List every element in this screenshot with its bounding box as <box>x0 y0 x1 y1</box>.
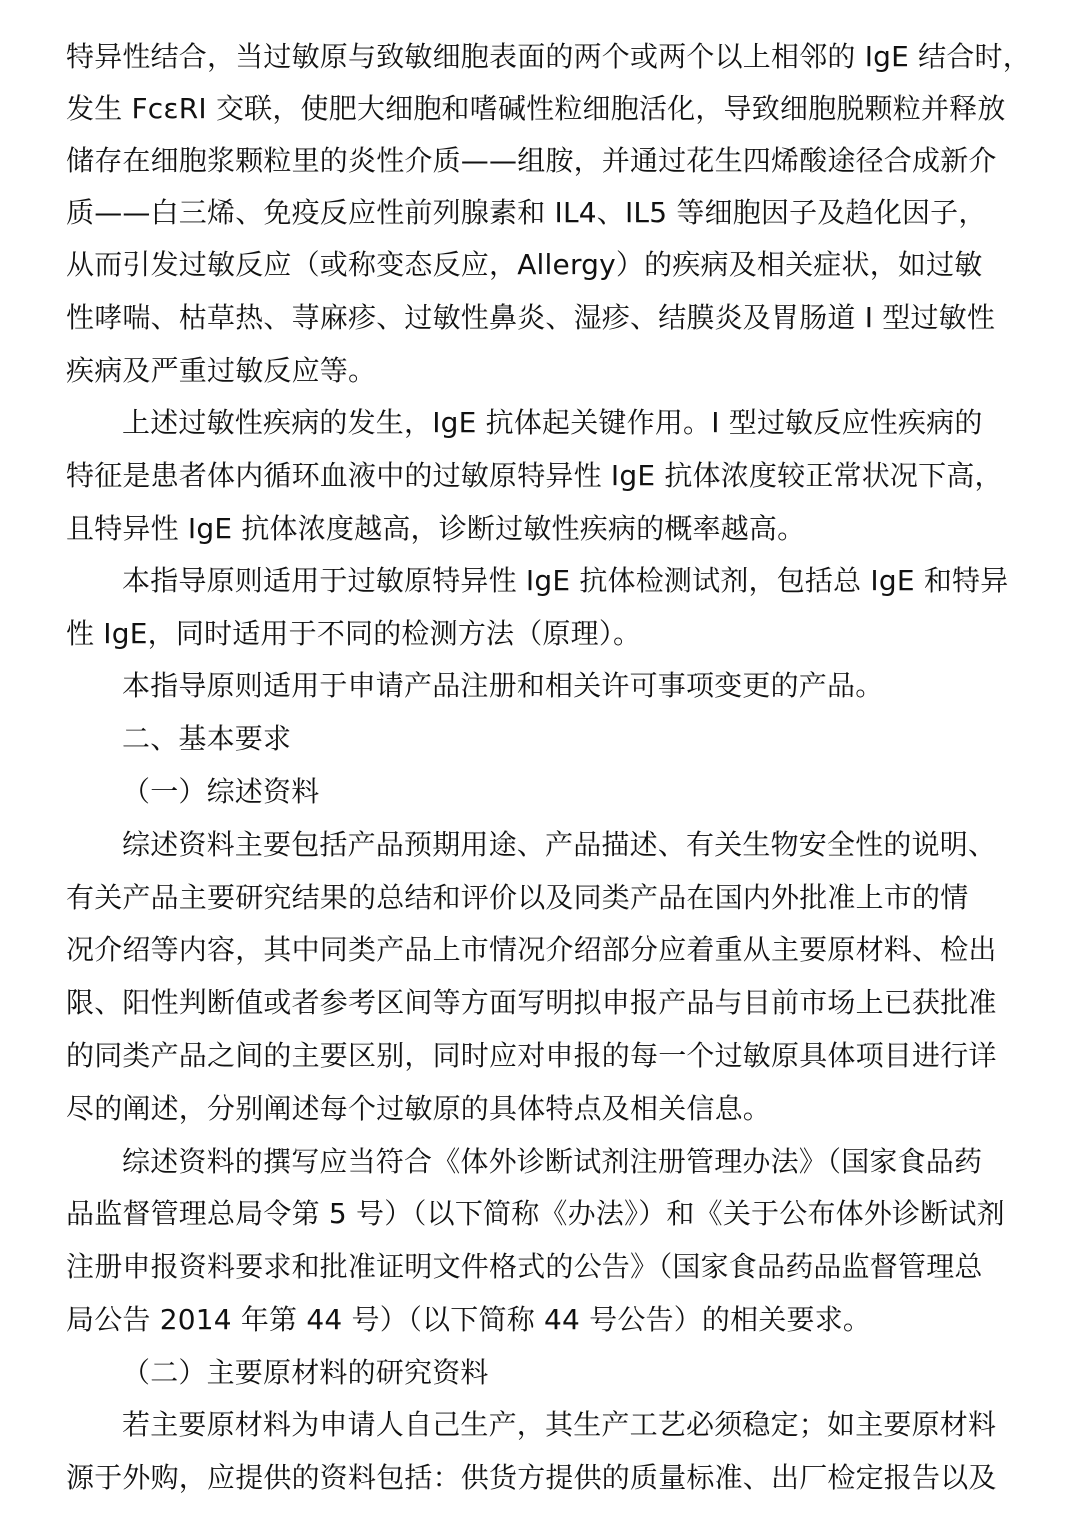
text-line: 疾病及严重过敏反应等。 <box>66 354 377 387</box>
text-line: 从而引发过敏反应（或称变态反应，Allergy）的疾病及相关症状，如过敏 <box>66 248 983 281</box>
text-line: 上述过敏性疾病的发生，IgE 抗体起关键作用。I 型过敏反应性疾病的 <box>122 406 983 439</box>
text-line: 综述资料主要包括产品预期用途、产品描述、有关生物安全性的说明、 <box>122 828 997 861</box>
text-line: 特征是患者体内循环血液中的过敏原特异性 IgE 抗体浓度较正常状况下高， <box>66 459 1003 492</box>
text-line: 本指导原则适用于申请产品注册和相关许可事项变更的产品。 <box>122 669 884 702</box>
text-line: 性 IgE，同时适用于不同的检测方法（原理）。 <box>66 617 642 650</box>
text-line: 质——白三烯、免疫反应性前列腺素和 IL4、IL5 等细胞因子及趋化因子， <box>66 196 987 229</box>
text-line: 限、阳性判断值或者参考区间等方面写明拟申报产品与目前市场上已获批准 <box>66 986 997 1019</box>
text-line: 本指导原则适用于过敏原特异性 IgE 抗体检测试剂，包括总 IgE 和特异 <box>122 564 1009 597</box>
text-line: 品监督管理总局令第 5 号）（以下简称《办法》）和《关于公布体外诊断试剂 <box>66 1197 1005 1230</box>
text-line: 综述资料的撰写应当符合《体外诊断试剂注册管理办法》（国家食品药 <box>122 1145 983 1178</box>
text-line: 性哮喘、枯草热、荨麻疹、过敏性鼻炎、湿疹、结膜炎及胃肠道 I 型过敏性 <box>66 301 996 334</box>
text-line: 且特异性 IgE 抗体浓度越高，诊断过敏性疾病的概率越高。 <box>66 512 806 545</box>
text-line: 注册申报资料要求和批准证明文件格式的公告》（国家食品药品监督管理总 <box>66 1250 983 1283</box>
text-line: 储存在细胞浆颗粒里的炎性介质——组胺，并通过花生四烯酸途径合成新介 <box>66 144 997 177</box>
subsection-heading: （二）主要原材料的研究资料 <box>122 1356 489 1389</box>
text-line: 若主要原材料为申请人自己生产，其生产工艺必须稳定；如主要原材料 <box>122 1408 997 1441</box>
text-line: 的同类产品之间的主要区别，同时应对申报的每一个过敏原具体项目进行详 <box>66 1039 997 1072</box>
text-line: 特异性结合，当过敏原与致敏细胞表面的两个或两个以上相邻的 IgE 结合时， <box>66 40 1031 73</box>
section-heading: 二、基本要求 <box>122 722 292 755</box>
text-line: 发生 FcεRI 交联，使肥大细胞和嗜碱性粒细胞活化，导致细胞脱颗粒并释放 <box>66 92 1006 125</box>
text-line: 况介绍等内容，其中同类产品上市情况介绍部分应着重从主要原材料、检出 <box>66 933 997 966</box>
text-line: 有关产品主要研究结果的总结和评价以及同类产品在国内外批准上市的情 <box>66 881 969 914</box>
text-line: 尽的阐述，分别阐述每个过敏原的具体特点及相关信息。 <box>66 1092 772 1125</box>
text-line: 局公告 2014 年第 44 号）（以下简称 44 号公告）的相关要求。 <box>66 1303 872 1336</box>
subsection-heading: （一）综述资料 <box>122 775 320 808</box>
text-line: 源于外购，应提供的资料包括：供货方提供的质量标准、出厂检定报告以及 <box>66 1461 997 1494</box>
